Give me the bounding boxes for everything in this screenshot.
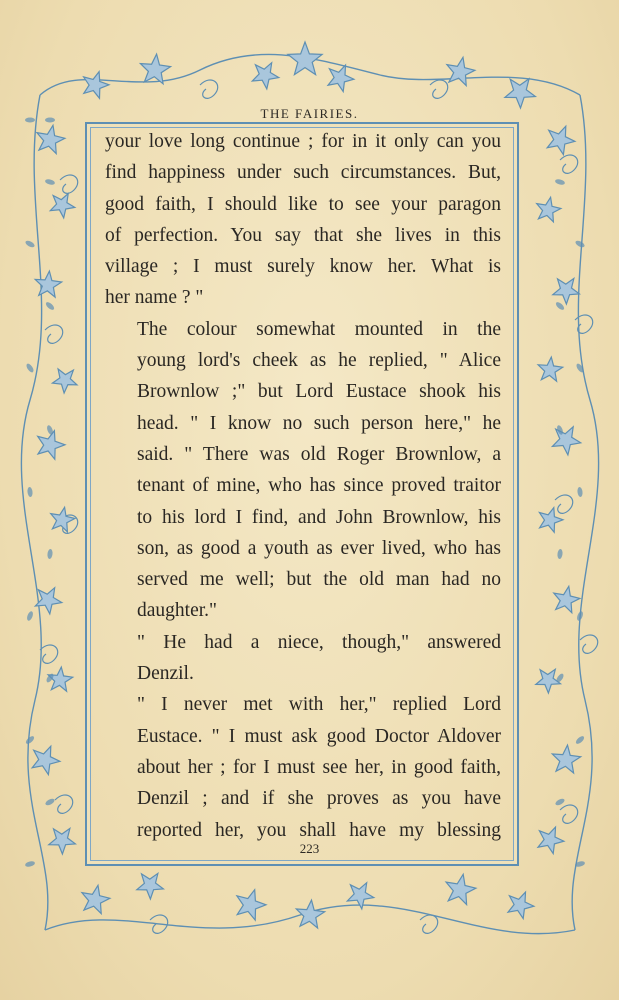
page-number: 223 [299, 841, 320, 856]
text-line: young lord's cheek as he replied, " Alice [137, 350, 501, 372]
text-line: about her ; for I must see her, in good faith, [137, 756, 501, 778]
text-line: son, as good a youth as ever lived, who has [137, 537, 501, 559]
text-line: to his lord I find, and John Brownlow, his [137, 506, 501, 528]
running-head: THE FAIRIES. [260, 106, 359, 121]
text-line: tenant of mine, who has since proved traitor [137, 475, 501, 497]
text-line: said. " There was old Roger Brownlow, a [137, 443, 501, 465]
paragraph [105, 627, 501, 690]
text-line: head. " I know no such person here," he [137, 412, 501, 434]
text-line: The colour somewhat mounted in the [137, 318, 501, 340]
text-line: Denzil ; and if she proves as you have [137, 788, 501, 810]
text-line: " I never met with her," replied Lord [137, 694, 501, 716]
text-line: Eustace. " I must ask good Doctor Aldover [137, 725, 501, 747]
text-line: village ; I must surely know her. What is [105, 256, 501, 278]
text-line: served me well; but the old man had no [137, 569, 501, 591]
text-line: Brownlow ;" but Lord Eustace shook his [137, 381, 501, 403]
paragraph [105, 689, 501, 845]
text-line: your love long continue ; for in it only can you [105, 131, 501, 152]
paragraph [105, 126, 501, 314]
text-line: Denzil. [137, 663, 194, 685]
text-line: find happiness under such circumstances. But, [105, 162, 501, 184]
body-text [105, 126, 501, 846]
text-line: good faith, I should like to see your paragon [105, 193, 501, 215]
text-line: " He had a niece, though," answered [137, 631, 501, 653]
text-line: daughter." [137, 600, 217, 622]
paragraph [105, 314, 501, 627]
text-line: reported her, you shall have my blessing [137, 819, 501, 841]
text-line: of perfection. You say that she lives in this [105, 224, 501, 246]
text-line: her name ? " [105, 287, 204, 309]
